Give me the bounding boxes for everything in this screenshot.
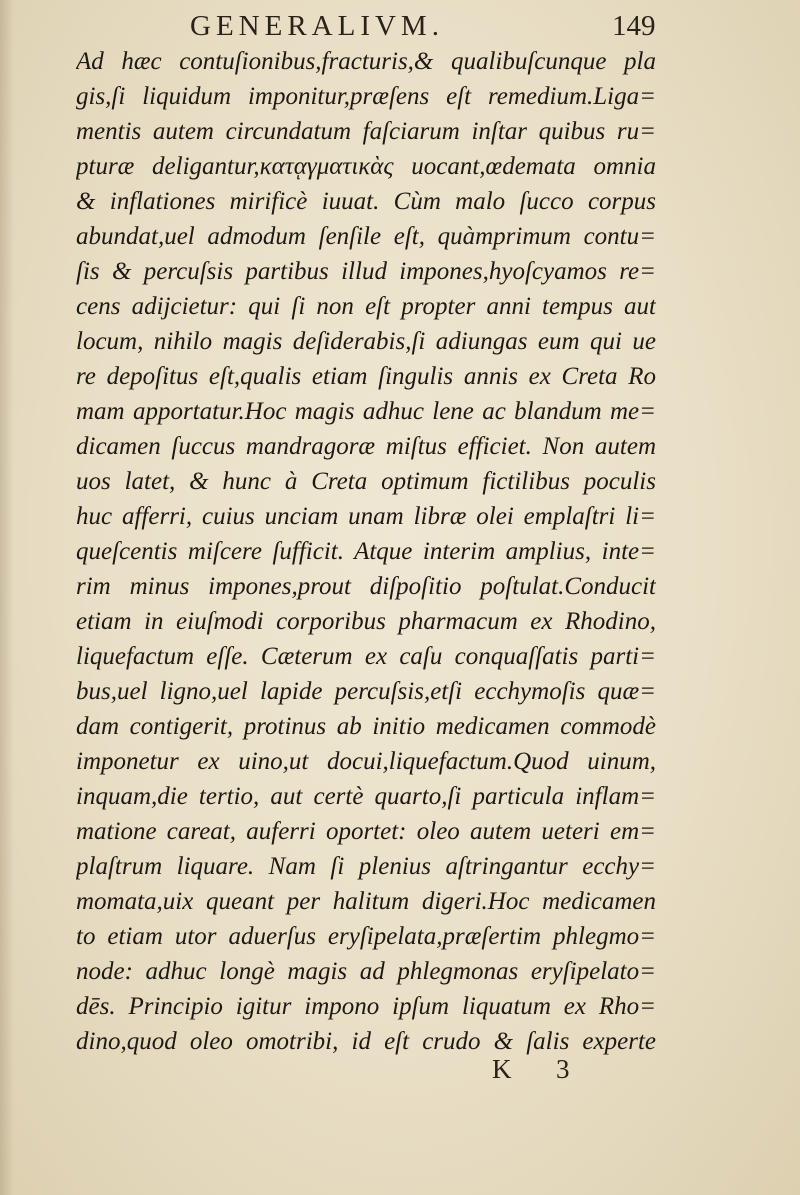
text-line: inquam,die tertio, aut certè quarto,ſi particula inflam= xyxy=(76,783,656,810)
text-line: uos latet, & hunc à Creta optimum fictilibus poculis xyxy=(76,468,656,495)
text-line: momata,uix queant per halitum digeri.Hoc medicamen xyxy=(76,888,656,915)
text-line: huc afferri, cuius unciam unam libræ olei emplaſtri li= xyxy=(76,503,656,530)
page-edge-shadow xyxy=(0,0,14,1195)
signature-letter: K xyxy=(492,1054,512,1084)
text-line: dam contigerit, protinus ab initio medicamen commodè xyxy=(76,713,656,740)
text-line: pturæ deligantur,κατᾳγματικὰς uocant,œdemata omnia xyxy=(76,153,656,180)
text-line: rim minus impones,prout diſpoſitio poſtulat.Conducit xyxy=(76,573,656,600)
text-line: & inflationes mirificè iuuat. Cùm malo ſucco corpus xyxy=(76,188,656,215)
text-line: matione careat, auferri oportet: oleo autem ueteri em= xyxy=(76,818,656,845)
text-line: dēs. Principio igitur impono ipſum liquatum ex Rho= xyxy=(76,993,656,1020)
text-line: locum, nihilo magis deſiderabis,ſi adiungas eum qui ue xyxy=(76,328,656,355)
text-line: dicamen ſuccus mandragoræ miſtus efficiet. Non autem xyxy=(76,433,656,460)
text-line: ſis & percuſsis partibus illud impones,hyoſcyamos re= xyxy=(76,258,656,285)
text-line: bus,uel ligno,uel lapide percuſsis,etſi ecchymoſis quæ= xyxy=(76,678,656,705)
text-line: mam apportatur.Hoc magis adhuc lene ac blandum me= xyxy=(76,398,656,425)
text-line: liquefactum eſſe. Cæterum ex caſu conquaſſatis parti= xyxy=(76,643,656,670)
text-line: imponetur ex uino,ut docui,liquefactum.Quod uinum, xyxy=(76,748,656,775)
text-line: Ad hæc contuſionibus,fracturis,& qualibuſcunque pla xyxy=(76,48,656,75)
text-line: queſcentis miſcere ſufficit. Atque interim amplius, inte= xyxy=(76,538,656,565)
text-line: gis,ſi liquidum imponitur,præſens eſt remedium.Liga= xyxy=(76,83,656,110)
signature-mark xyxy=(0,1050,800,1090)
text-line: dino,quod oleo omotribi, id eſt crudo & ſalis experte xyxy=(76,1028,656,1055)
text-line: abundat,uel admodum ſenſile eſt, quàmprimum contu= xyxy=(76,223,656,250)
text-line: mentis autem circundatum faſciarum inſtar quibus ru= xyxy=(76,118,656,145)
text-line: cens adijcietur: qui ſi non eſt propter anni tempus aut xyxy=(76,293,656,320)
text-line: plaſtrum liquare. Nam ſi plenius aſtringantur ecchy= xyxy=(76,853,656,880)
text-line: re depoſitus eſt,qualis etiam ſingulis annis ex Creta Ro xyxy=(76,363,656,390)
text-line: node: adhuc longè magis ad phlegmonas eryſipelato= xyxy=(76,958,656,985)
running-head-title: GENERALIVM. xyxy=(190,10,444,42)
text-line: etiam in eiuſmodi corporibus pharmacum ex Rhodino, xyxy=(76,608,656,635)
text-line: to etiam utor aduerſus eryſipelata,præſertim phlegmo= xyxy=(76,923,656,950)
page-number: 149 xyxy=(612,10,656,42)
running-head xyxy=(0,6,800,46)
signature-number: 3 xyxy=(556,1054,570,1084)
